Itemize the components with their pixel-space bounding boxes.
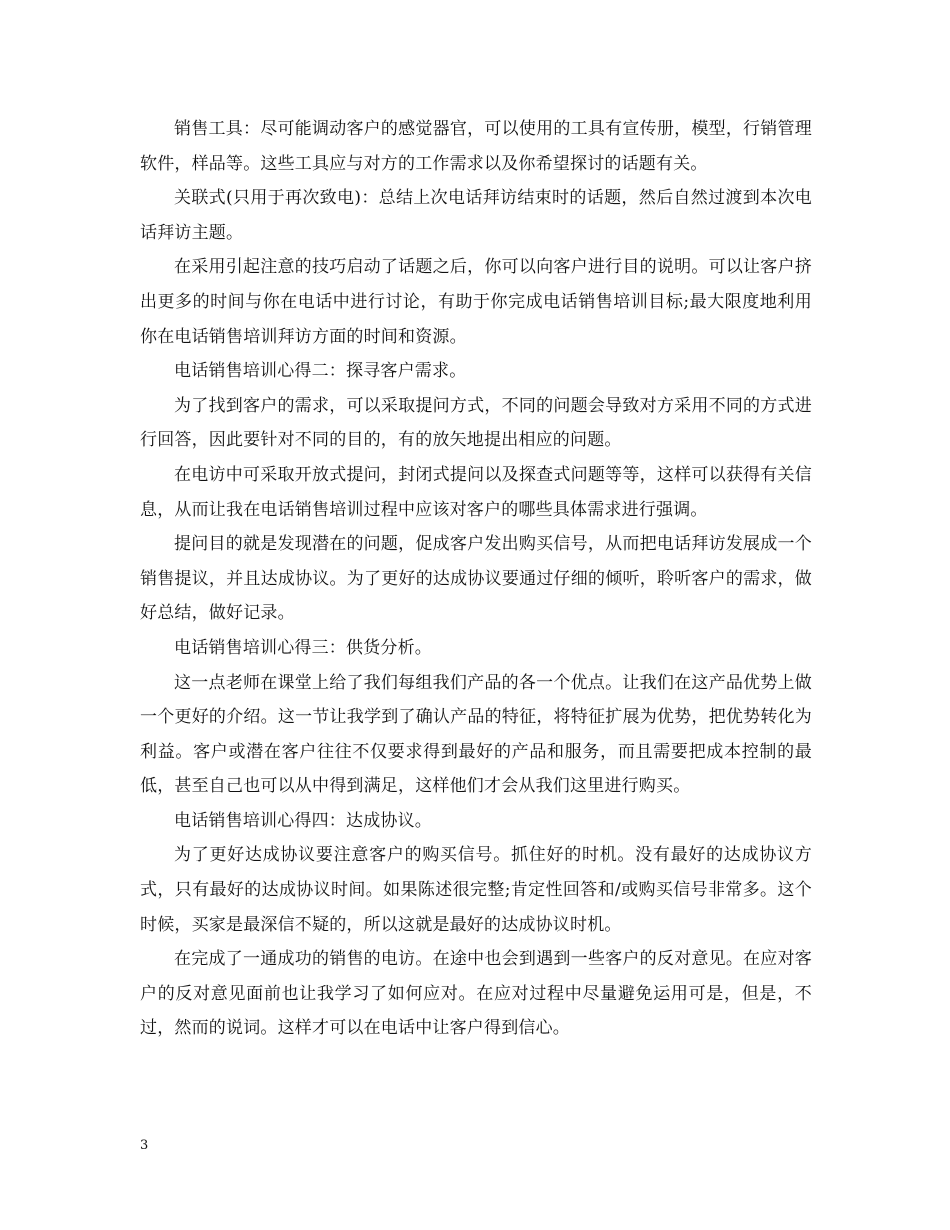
section-heading-3: 电话销售培训心得三：供货分析。 <box>174 637 432 658</box>
section-heading-2: 电话销售培训心得二：探寻客户需求。 <box>174 361 467 382</box>
paragraph-9: 这一点老师在课堂上给了我们每组我们产品的各一个优点。让我们在这产品优势上做一个更好的介绍。这一节让我学到了确认产品的特征，将特征扩展为优势，把优势转化为利益。客户或潜在客户往往不仅要求得到最好的产品和服务，而且需要把成本控制的最低，甚至自己也可以从中得到满足，这样他们才会从我们这里进行购买。 <box>140 672 812 797</box>
paragraph-1: 销售工具：尽可能调动客户的感觉器官，可以使用的工具有宣传册，模型，行销管理软件，样品等。这些工具应与对方的工作需求以及你希望探讨的话题有关。 <box>140 119 812 174</box>
paragraph-6: 在电访中可采取开放式提问，封闭式提问以及探查式问题等等，这样可以获得有关信息，从而让我在电话销售培训过程中应该对客户的哪些具体需求进行强调。 <box>140 464 812 520</box>
paragraph-2: 关联式(只用于再次致电)：总结上次电话拜访结束时的话题，然后自然过渡到本次电话拜访主题。 <box>140 188 812 243</box>
paragraph-7: 提问目的就是发现潜在的问题，促成客户发出购买信号，从而把电话拜访发展成一个销售提议，并且达成协议。为了更好的达成协议要通过仔细的倾听，聆听客户的需求，做好总结，做好记录。 <box>140 534 812 624</box>
document-body <box>140 112 812 1046</box>
page-number: 3 <box>140 1138 149 1153</box>
section-heading-4: 电话销售培训心得四：达成协议。 <box>174 810 432 831</box>
paragraph-12: 在完成了一通成功的销售的电访。在途中也会到遇到一些客户的反对意见。在应对客户的反对意见面前也让我学习了如何应对。在应对过程中尽量避免运用可是，但是，不过，然而的说词。这样才可以在电话中让客户得到信心。 <box>140 949 812 1039</box>
paragraph-11: 为了更好达成协议要注意客户的购买信号。抓住好的时机。没有最好的达成协议方式，只有最好的达成协议时间。如果陈述很完整;肯定性回答和/或购买信号非常多。这个时候，买家是最深信不疑的，所以这就是最好的达成协议时机。 <box>140 845 812 935</box>
paragraph-5: 为了找到客户的需求，可以采取提问方式，不同的问题会导致对方采用不同的方式进行回答，因此要针对不同的目的，有的放矢地提出相应的问题。 <box>140 395 812 451</box>
paragraph-3: 在采用引起注意的技巧启动了话题之后，你可以向客户进行目的说明。可以让客户挤出更多的时间与你在电话中进行讨论，有助于你完成电话销售培训目标;最大限度地利用你在电话销售培训拜访方面的时间和资源。 <box>140 257 812 347</box>
